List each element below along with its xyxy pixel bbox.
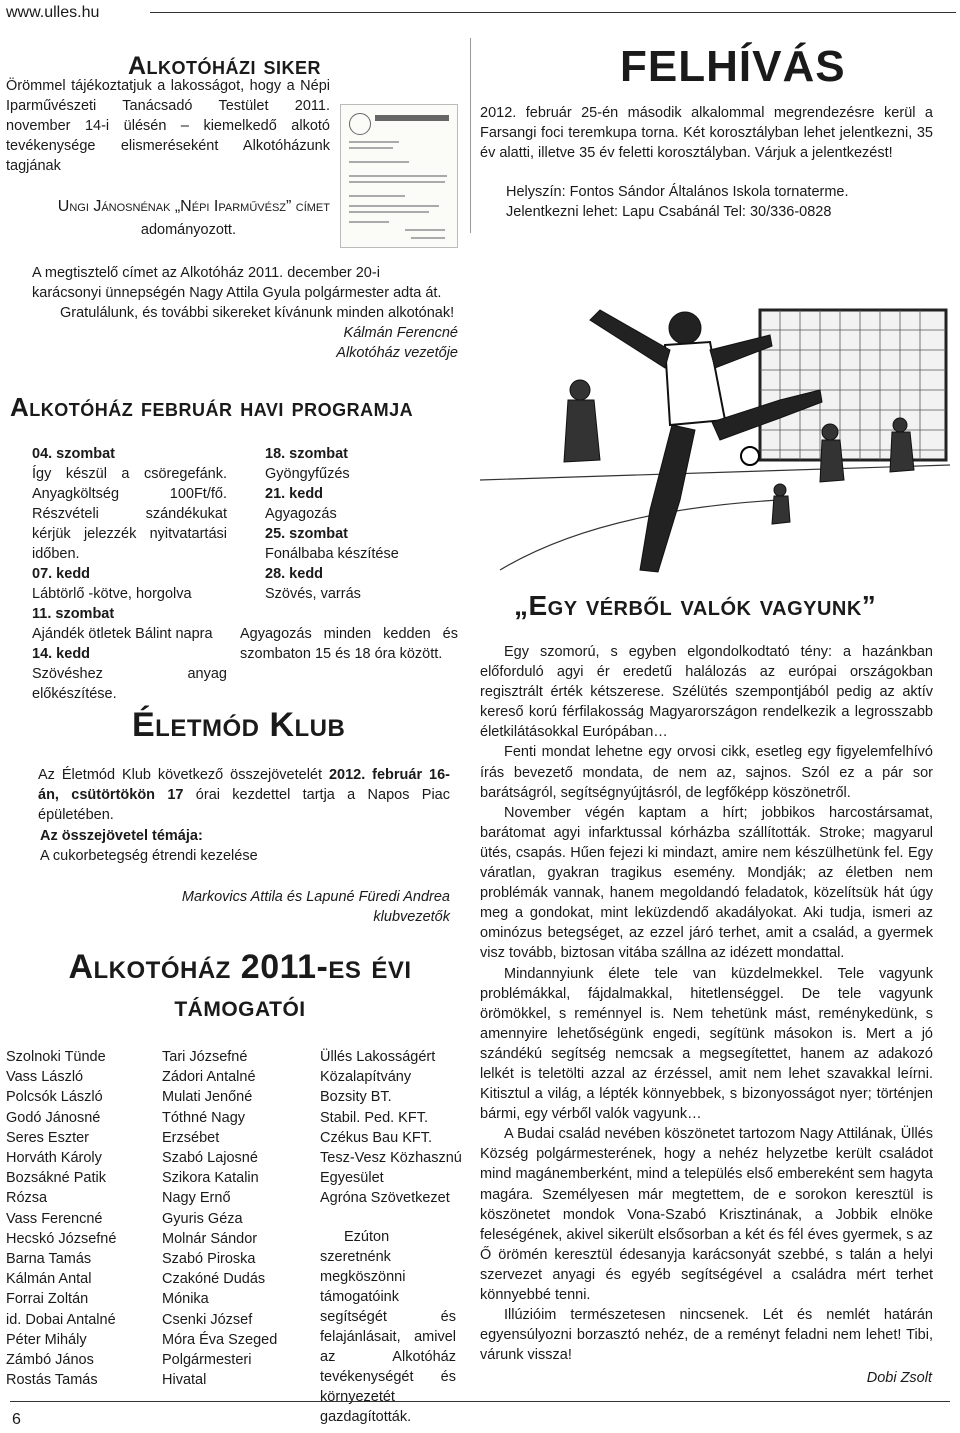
seal-icon — [349, 113, 371, 135]
siker-award-line2: adományozott. — [140, 222, 236, 238]
supporter-name: Godó Jánosné — [6, 1109, 101, 1126]
siker-para: Örömmel tájékoztatjuk a lakosságot, hogy a Népi Iparművészeti Tanácsadó Testület 2011. november 14-i ülésén – kiemelkedő alkotó tevékenysége elismeréseként Alkotóházunk tagjának — [6, 78, 330, 174]
supporter-name: Zámbó János — [6, 1352, 94, 1369]
supporters-thanks: Ezúton szeretnénk megköszönni támogatóink segítségét és felajánlásait, amivel az Alkotóház tevékenységét és környezetét gazdagították. — [320, 1229, 456, 1425]
supporter-name: Zádori Antalné — [162, 1069, 256, 1086]
supporter-name: Üllés Lakosságért — [320, 1049, 436, 1065]
tamogatok-title1: Alkotóház 2011-es évi — [68, 948, 412, 986]
supporter-name: Tóthné Nagy — [162, 1109, 246, 1126]
program-right-column — [265, 444, 465, 604]
verbol-title: „Egy vérből valók vagyunk” — [514, 590, 877, 621]
program-text: Így készül a csöregefánk. Anyagköltség 100Ft/fő. Részvételi szándékukat kérjük jelezzék nyitvatartási időben. — [32, 466, 227, 562]
supporter-name: Szolnoki Tünde — [6, 1049, 106, 1065]
supporter-name: Egyesület — [320, 1170, 384, 1187]
program-note: Agyagozás minden kedden és szombaton 15 és 18 óra között. — [240, 626, 458, 662]
goal-net — [760, 310, 946, 460]
certificate-image — [340, 104, 458, 248]
column-divider — [470, 38, 471, 233]
program-title: Alkotóház február havi programja — [10, 392, 414, 422]
football-illustration — [480, 250, 950, 578]
eletmod-sign1: Markovics Attila és Lapuné Füredi Andrea — [181, 889, 450, 905]
supporter-name: Hivatal — [162, 1372, 207, 1389]
program-date: 21. kedd — [265, 486, 324, 502]
supporter-name: Bozsákné Patik — [6, 1170, 106, 1187]
eletmod-title: Életmód Klub — [132, 706, 346, 744]
supporter-name: Vass László — [6, 1069, 84, 1086]
siker-para2: A megtisztelő címet az Alkotóház 2011. december 20-i karácsonyi ünnepségén Nagy Attila Gyula polgármester adta át. — [32, 265, 442, 301]
supporter-name: Czakóné Dudás — [162, 1271, 266, 1288]
verbol-paragraph: November végén kaptam a hírt; jobbikos harcostársamat, barátomat agyi infarktussal kórházba szállították. Stroke; magyarul ütés, csapás. Hűen fejezi ki mindazt, amire nem készülhetünk fel. Egy váratlan, gyakran tragikus esemény. Mondják; az életben nem problémák vannak, hanem megoldandó feladatok, közelítsük hát úgy meg a gondokat, mint leküzdendő akadályokat. Aki tudja, ismeri az ominózus betegséget, az ezzel járó terhet, amit a család, a gyermek visz tovább, biztosan vitába szállna az idézett mondattal. — [480, 804, 933, 962]
program-text: Lábtörlő -kötve, horgolva — [32, 586, 192, 602]
program-left-column — [32, 444, 227, 704]
program-text: Ajándék ötletek Bálint napra — [32, 626, 213, 642]
program-date: 14. kedd — [32, 646, 91, 662]
supporter-name: Mulati Jenőné — [162, 1089, 253, 1106]
siker-sign-name: Kálmán Ferencné — [343, 325, 458, 341]
supporter-name: Rózsa — [6, 1190, 48, 1207]
supporter-name: Agróna Szövetkezet — [320, 1190, 450, 1207]
ball-icon — [741, 447, 759, 465]
supporter-name: Közalapítvány — [320, 1069, 412, 1086]
supporter-name: Mónika — [162, 1291, 209, 1308]
program-date: 25. szombat — [265, 526, 348, 542]
verbol-paragraph: Egy szomorú, s egyben elgondolkodtató tény: a hazánkban előforduló agyi ér eredetű halálozás az európai országokban regisztrált érték kétszerese. Szélütés szempontjából pedig az aktív kereső korú férfilakosság Magyarországon rendelkezik a legrosszabb életkilátásokkal Európában… — [480, 644, 933, 741]
supporter-name: Szikora Katalin — [162, 1170, 259, 1187]
supporter-name: Bozsity BT. — [320, 1089, 392, 1106]
supporter-name: Czékus Bau KFT. — [320, 1129, 433, 1146]
supporter-name: Rostás Tamás — [6, 1372, 98, 1389]
pitch-lines — [480, 465, 950, 570]
siker-sign-role: Alkotóház vezetője — [336, 345, 458, 361]
supporter-name: Polgármesteri — [162, 1352, 252, 1369]
program-text: Fonálbaba készítése — [265, 546, 399, 562]
supporter-name: Szabó Piroska — [162, 1251, 256, 1268]
supporter-name: Erzsébet — [162, 1129, 220, 1146]
supporter-name: Forrai Zoltán — [6, 1291, 89, 1308]
siker-award-line: Ungi Jánosnénak „Népi Iparművész” címet — [57, 198, 330, 215]
siker-para3: Gratulálunk, és további sikereket kívánunk minden alkotónak! — [60, 305, 455, 321]
program-text: Szövéshez anyag előkészítése. — [32, 666, 227, 702]
supporter-name: Barna Tamás — [6, 1251, 92, 1268]
verbol-body — [480, 642, 933, 1365]
felhivas-para: 2012. február 25-én második alkalommal megrendezésre kerül a Farsangi foci teremkupa torna. Két korosztályban lehet jelentkezni, 35 év alatti, illetve 35 év feletti korosztályban. Várjuk a jelentkezést! — [480, 105, 933, 161]
supporters-col1 — [6, 1047, 156, 1390]
verbol-sign: Dobi Zsolt — [866, 1370, 932, 1386]
supporter-name: Seres Eszter — [6, 1129, 89, 1146]
eletmod-theme: A cukorbetegség étrendi kezelése — [40, 848, 258, 864]
program-text: Agyagozás — [265, 506, 337, 522]
program-date: 11. szombat — [32, 606, 115, 622]
felhivas-contact: Jelentkezni lehet: Lapu Csabánál Tel: 30/336-0828 — [506, 204, 832, 220]
program-date: 04. szombat — [32, 446, 115, 462]
tamogatok-title2: támogatói — [174, 990, 306, 1023]
verbol-paragraph: Fenti mondat lehetne egy orvosi cikk, esetleg egy figyelemfelhívó írás bevezető mondata, de nem az, sajnos. Szól ez a pár sor barátságról, segítségnyújtásról, de legfőképp köszönetről. — [480, 744, 933, 801]
supporter-name: Tari Józsefné — [162, 1049, 248, 1065]
supporter-name: id. Dobai Antalné — [6, 1311, 116, 1328]
verbol-paragraph: A Budai család nevében köszönetet tartozom Nagy Attilának, Üllés Község polgármesterének, hogy a nehéz helyzetbe került családot mind magánemberként, mind a település első embereként sem hagyta magára. Személyesen már megtettem, de e sorokon keresztül is köszönetet mondok Vona-Szabó Krisztinának, a Jobbik elnöke feleségének, akivel sikerült elsősorban a két és fél éves gyermek, s az Ő örömén keresztül édesanyja karácsonyát szebbé, s talán a helyi szervezet anyagi és egyéb segítségével a családra mért terhet könnyebbé tenni. — [480, 1126, 933, 1303]
program-date: 28. kedd — [265, 566, 324, 582]
supporter-name: Polcsók László — [6, 1089, 103, 1106]
eletmod-theme-label: Az összejövetel témája: — [40, 828, 203, 844]
supporter-name: Szabó Lajosné — [162, 1150, 258, 1167]
supporter-name: Tesz-Vesz Közhasznú — [320, 1150, 462, 1167]
site-url: www.ulles.hu — [6, 4, 100, 21]
supporter-name: Stabil. Ped. KFT. — [320, 1109, 428, 1126]
supporter-name: Csenki József — [162, 1311, 253, 1328]
supporters-col2 — [162, 1047, 312, 1390]
program-date: 07. kedd — [32, 566, 91, 582]
supporter-name: Hecskó Józsefné — [6, 1230, 117, 1247]
supporter-name: Nagy Ernő — [162, 1190, 231, 1207]
felhivas-title: FELHÍVÁS — [620, 42, 846, 91]
supporter-name: Vass Ferencné — [6, 1210, 103, 1227]
eletmod-sign2: klubvezetők — [373, 909, 450, 925]
verbol-paragraph: Mindannyiunk élete tele van küzdelmekkel. Tele vagyunk problémákkal, fájdalmakkal, hitetlenséggel. De tele vagyunk örömökkel, s reménnyel is. Nem tehetünk mást, reménykedünk, s amennyire lehetőségünk engedi, segítünk másokon is. Mert a jó szándékú segítség nemcsak a megsegítettet, hanem az adakozó lelkét is teletölti azzal az érzéssel, amit nem lehet szavakkal leírni. Kitisztul a világ, a lépték könnyebbek, s bizonyosságot nyer; történjen bármi, egy vérből valók vagyunk… — [480, 965, 933, 1123]
header-rule — [150, 12, 956, 13]
supporter-name: Péter Mihály — [6, 1331, 87, 1348]
program-text: Szövés, varrás — [265, 586, 361, 602]
supporter-name: Kálmán Antal — [6, 1271, 92, 1288]
program-text: Gyöngyfűzés — [265, 466, 350, 482]
supporter-name: Molnár Sándor — [162, 1230, 258, 1247]
supporter-name: Gyuris Géza — [162, 1210, 243, 1227]
supporter-name: Móra Éva Szeged — [162, 1331, 278, 1348]
verbol-paragraph: Illúzióim természetesen nincsenek. Lét és nemlét határán egyensúlyozni borzasztó nehéz, de a reményt feladni nem lehet! Tibi, várunk vissza! — [480, 1307, 933, 1364]
footer-rule — [10, 1401, 950, 1402]
felhivas-place: Helyszín: Fontos Sándor Általános Iskola tornaterme. — [506, 184, 849, 200]
eletmod-para: Az Életmód Klub következő összejövetelét 2012. február 16-án, csütörtökön 17 órai kezdettel tartja a Napos Piac épületében. — [38, 767, 450, 823]
program-date: 18. szombat — [265, 446, 348, 462]
supporters-col3 — [320, 1047, 470, 1209]
page-number: 6 — [12, 1411, 21, 1428]
supporter-name: Horváth Károly — [6, 1150, 102, 1167]
siker-title: Alkotóházi siker — [128, 52, 321, 80]
